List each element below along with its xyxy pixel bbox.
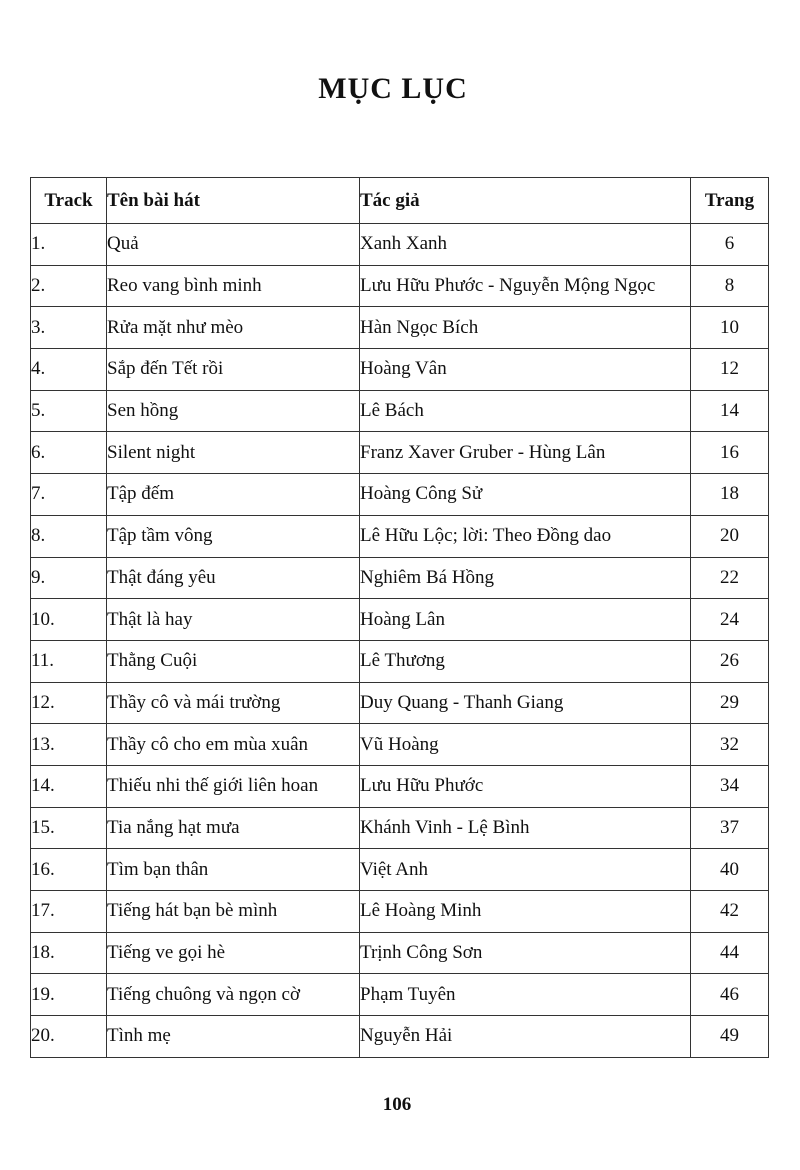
song-title-cell: Tập tầm vông [107,515,360,557]
track-number-cell: 4. [31,349,107,391]
page-number: 106 [382,1094,412,1115]
song-title-cell: Tập đếm [107,474,360,516]
track-number-cell: 1. [31,224,107,266]
table-row [31,640,769,682]
author-cell: Lê Hữu Lộc; lời: Theo Đồng dao [360,515,691,557]
author-cell: Hoàng Lân [360,599,691,641]
page-cell: 44 [691,932,769,974]
song-title-cell: Thiếu nhi thế giới liên hoan [107,765,360,807]
table-row [31,932,769,974]
table-of-contents [30,177,769,1058]
track-number-cell: 10. [31,599,107,641]
song-title-cell: Silent night [107,432,360,474]
table-row [31,307,769,349]
track-number-cell: 2. [31,265,107,307]
author-cell: Lê Thương [360,640,691,682]
table-row [31,265,769,307]
song-title-cell: Thằng Cuội [107,640,360,682]
track-number-cell: 9. [31,557,107,599]
table-row [31,1016,769,1058]
page-cell: 16 [691,432,769,474]
page-cell: 20 [691,515,769,557]
song-title-cell: Thầy cô cho em mùa xuân [107,724,360,766]
page-cell: 42 [691,891,769,933]
song-title-cell: Sắp đến Tết rồi [107,349,360,391]
song-title-cell: Tìm bạn thân [107,849,360,891]
table-row [31,891,769,933]
song-title-cell: Reo vang bình minh [107,265,360,307]
page-title: MỤC LỤC [318,72,468,105]
table-header-row [31,178,769,224]
header-song-title: Tên bài hát [107,178,360,224]
track-number-cell: 19. [31,974,107,1016]
header-page: Trang [691,178,769,224]
author-cell: Hoàng Công Sử [360,474,691,516]
song-title-cell: Tình mẹ [107,1016,360,1058]
song-title-cell: Thầy cô và mái trường [107,682,360,724]
table-row [31,724,769,766]
track-number-cell: 13. [31,724,107,766]
table-row [31,974,769,1016]
table-row [31,349,769,391]
table-row [31,390,769,432]
table-row [31,474,769,516]
author-cell: Franz Xaver Gruber - Hùng Lân [360,432,691,474]
author-cell: Xanh Xanh [360,224,691,266]
author-cell: Lưu Hữu Phước - Nguyễn Mộng Ngọc [360,265,691,307]
author-cell: Việt Anh [360,849,691,891]
track-number-cell: 16. [31,849,107,891]
author-cell: Duy Quang - Thanh Giang [360,682,691,724]
page-cell: 37 [691,807,769,849]
page-cell: 6 [691,224,769,266]
page-cell: 34 [691,765,769,807]
page-cell: 18 [691,474,769,516]
track-number-cell: 15. [31,807,107,849]
song-title-cell: Sen hồng [107,390,360,432]
song-title-cell: Thật là hay [107,599,360,641]
page-cell: 8 [691,265,769,307]
track-number-cell: 14. [31,765,107,807]
page-cell: 14 [691,390,769,432]
author-cell: Hoàng Vân [360,349,691,391]
track-number-cell: 17. [31,891,107,933]
table-body [31,224,769,1058]
author-cell: Nguyễn Hải [360,1016,691,1058]
table-row [31,849,769,891]
page-cell: 22 [691,557,769,599]
table-row [31,557,769,599]
author-cell: Lê Bách [360,390,691,432]
song-title-cell: Tiếng hát bạn bè mình [107,891,360,933]
author-cell: Phạm Tuyên [360,974,691,1016]
track-number-cell: 11. [31,640,107,682]
track-number-cell: 20. [31,1016,107,1058]
page-cell: 29 [691,682,769,724]
author-cell: Vũ Hoàng [360,724,691,766]
table-row [31,432,769,474]
page-cell: 26 [691,640,769,682]
table-row [31,765,769,807]
song-title-cell: Quả [107,224,360,266]
author-cell: Lê Hoàng Minh [360,891,691,933]
author-cell: Hàn Ngọc Bích [360,307,691,349]
track-number-cell: 8. [31,515,107,557]
header-author: Tác giả [360,178,691,224]
track-number-cell: 3. [31,307,107,349]
table-row [31,515,769,557]
song-title-cell: Tia nắng hạt mưa [107,807,360,849]
track-number-cell: 7. [31,474,107,516]
song-title-cell: Tiếng chuông và ngọn cờ [107,974,360,1016]
track-number-cell: 12. [31,682,107,724]
song-title-cell: Tiếng ve gọi hè [107,932,360,974]
page-cell: 32 [691,724,769,766]
song-title-cell: Thật đáng yêu [107,557,360,599]
song-title-cell: Rửa mặt như mèo [107,307,360,349]
track-number-cell: 18. [31,932,107,974]
table-row [31,807,769,849]
author-cell: Lưu Hữu Phước [360,765,691,807]
page-cell: 24 [691,599,769,641]
table-row [31,599,769,641]
page-cell: 12 [691,349,769,391]
table-row [31,682,769,724]
author-cell: Nghiêm Bá Hồng [360,557,691,599]
author-cell: Khánh Vinh - Lệ Bình [360,807,691,849]
page-cell: 40 [691,849,769,891]
page-cell: 49 [691,1016,769,1058]
table-row [31,224,769,266]
page-cell: 10 [691,307,769,349]
author-cell: Trịnh Công Sơn [360,932,691,974]
header-track: Track [31,178,107,224]
track-number-cell: 6. [31,432,107,474]
page-cell: 46 [691,974,769,1016]
track-number-cell: 5. [31,390,107,432]
